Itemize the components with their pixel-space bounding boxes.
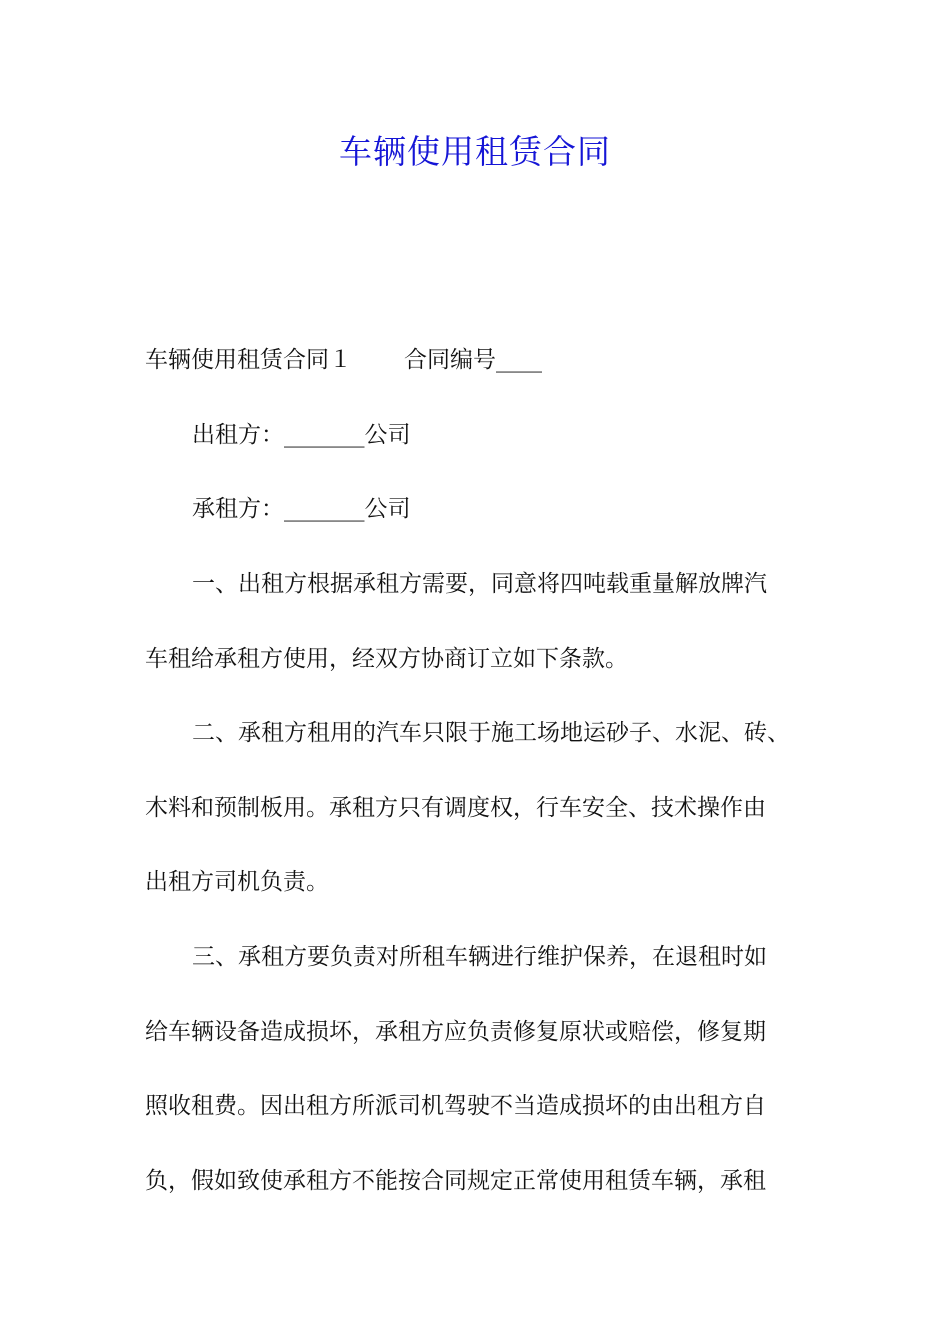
lessee-line: 承租方：_______公司 [192,496,411,522]
clause-2-line-3: 出租方司机负责。 [145,869,329,895]
clause-3-line-4: 负，假如致使承租方不能按合同规定正常使用租赁车辆，承租 [145,1168,766,1194]
clause-3-line-1: 三、承租方要负责对所租车辆进行维护保养，在退租时如 [192,944,767,970]
clause-1-line-2: 车租给承租方使用，经双方协商订立如下条款。 [145,646,628,672]
clause-3-line-2: 给车辆设备造成损坏，承租方应负责修复原状或赔偿，修复期 [145,1019,766,1045]
lessor-line: 出租方：_______公司 [192,422,411,448]
clause-2-line-2: 木料和预制板用。承租方只有调度权，行车安全、技术操作由 [145,795,766,821]
clause-2-line-1: 二、承租方租用的汽车只限于施工场地运砂子、水泥、砖、 [192,720,790,746]
clause-3-line-3: 照收租费。因出租方所派司机驾驶不当造成损坏的由出租方自 [145,1093,766,1119]
contract-number: 合同编号____ [404,347,542,373]
clause-1-line-1: 一、出租方根据承租方需要，同意将四吨载重量解放牌汽 [192,571,767,597]
document-title: 车辆使用租赁合同 [339,132,611,171]
contract-name: 车辆使用租赁合同１ [145,347,352,373]
contract-header-line [145,345,542,375]
